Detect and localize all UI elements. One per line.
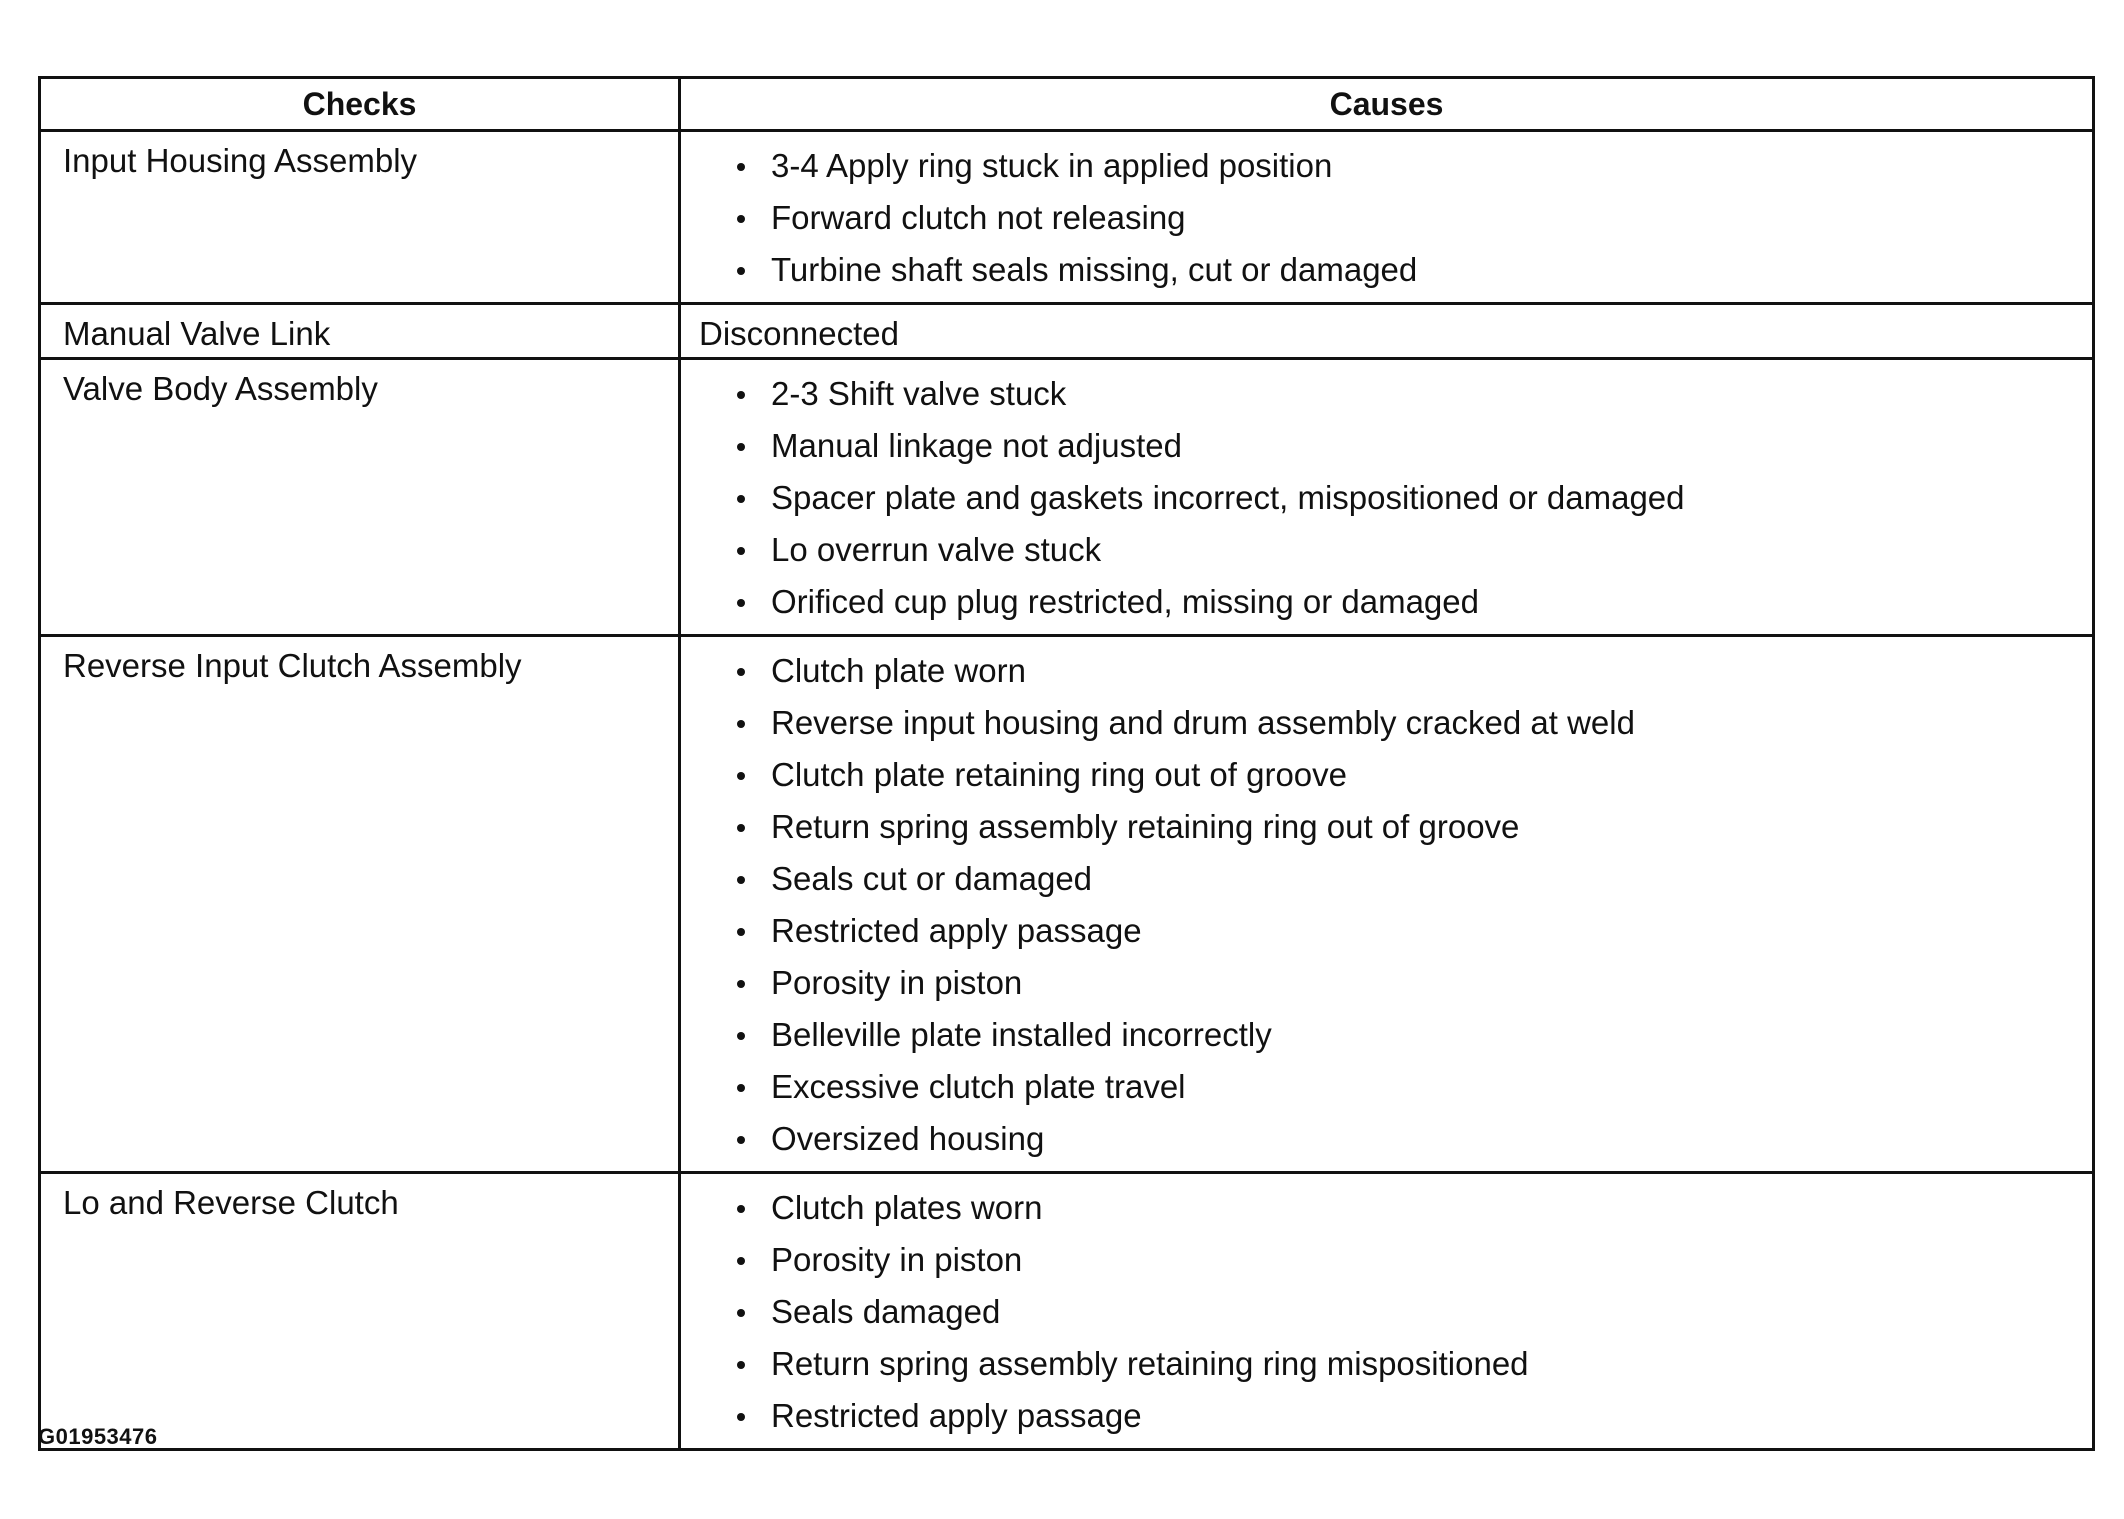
causes-cell: Disconnected <box>680 304 2094 359</box>
cause-item: Excessive clutch plate travel <box>681 1061 2092 1113</box>
cause-item: Manual linkage not adjusted <box>681 420 2092 472</box>
causes-list <box>681 1174 2092 1448</box>
cause-item: Reverse input housing and drum assembly cracked at weld <box>681 697 2092 749</box>
causes-cell <box>680 1173 2094 1450</box>
cause-item: Clutch plates worn <box>681 1182 2092 1234</box>
table-header-row <box>40 78 2094 131</box>
cause-item: Restricted apply passage <box>681 1390 2092 1442</box>
cause-item: Seals cut or damaged <box>681 853 2092 905</box>
cause-item: Porosity in piston <box>681 957 2092 1009</box>
cause-item: Belleville plate installed incorrectly <box>681 1009 2092 1061</box>
check-cell: Reverse Input Clutch Assembly <box>40 636 680 1173</box>
cause-item: Return spring assembly retaining ring out of groove <box>681 801 2092 853</box>
check-cell: Lo and Reverse Clutch <box>40 1173 680 1450</box>
cause-item: Oversized housing <box>681 1113 2092 1165</box>
checks-causes-table <box>38 76 2095 1451</box>
check-cell: Valve Body Assembly <box>40 359 680 636</box>
cause-item: Orificed cup plug restricted, missing or damaged <box>681 576 2092 628</box>
cause-item: Restricted apply passage <box>681 905 2092 957</box>
cause-item: Return spring assembly retaining ring mispositioned <box>681 1338 2092 1390</box>
checks-column-header: Checks <box>40 78 680 131</box>
table-row <box>40 359 2094 636</box>
causes-cell <box>680 359 2094 636</box>
causes-cell <box>680 636 2094 1173</box>
cause-item: Porosity in piston <box>681 1234 2092 1286</box>
table-row <box>40 1173 2094 1450</box>
table-row <box>40 636 2094 1173</box>
causes-list <box>681 637 2092 1171</box>
causes-cell <box>680 131 2094 304</box>
cause-item: Clutch plate retaining ring out of groove <box>681 749 2092 801</box>
figure-id-label: G01953476 <box>38 1424 158 1449</box>
cause-item: 2-3 Shift valve stuck <box>681 368 2092 420</box>
cause-item: Spacer plate and gaskets incorrect, mispositioned or damaged <box>681 472 2092 524</box>
cause-item: Turbine shaft seals missing, cut or damaged <box>681 244 2092 296</box>
causes-column-header: Causes <box>680 78 2094 131</box>
diagnosis-table-container <box>38 76 2092 1451</box>
check-cell: Manual Valve Link <box>40 304 680 359</box>
table-row <box>40 131 2094 304</box>
check-cell: Input Housing Assembly <box>40 131 680 304</box>
table-row <box>40 304 2094 359</box>
cause-item: 3-4 Apply ring stuck in applied position <box>681 140 2092 192</box>
cause-item: Forward clutch not releasing <box>681 192 2092 244</box>
cause-item: Seals damaged <box>681 1286 2092 1338</box>
causes-list <box>681 132 2092 302</box>
causes-list <box>681 360 2092 634</box>
cause-item: Lo overrun valve stuck <box>681 524 2092 576</box>
cause-item: Clutch plate worn <box>681 645 2092 697</box>
